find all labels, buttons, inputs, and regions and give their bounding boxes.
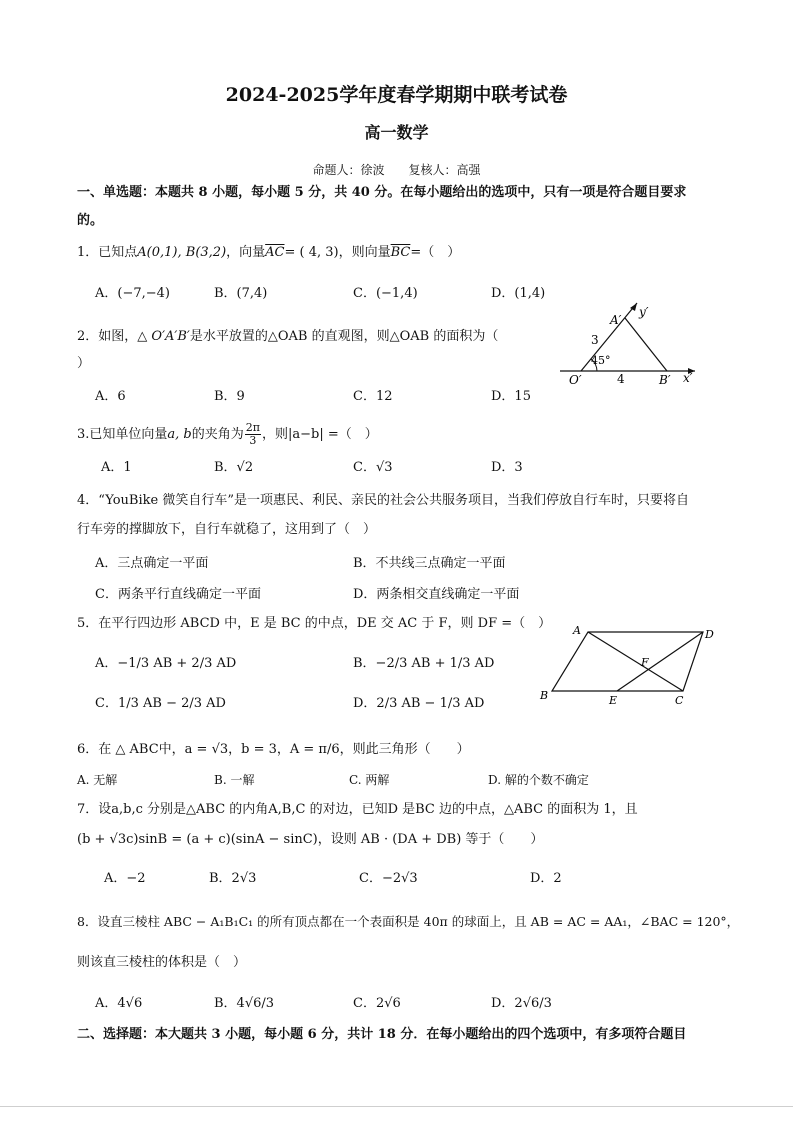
label-f: F (641, 656, 649, 669)
section1-heading-cont: 的。 (77, 213, 104, 228)
q3-text1: 已知单位向量 (89, 427, 168, 442)
q3-angle-num: 2π (245, 421, 261, 434)
authors: 命题人：徐波 复核人：高强 (312, 163, 481, 177)
question-5: 5．在平行四边形 ABCD 中，E 是 BC 的中点，DE 交 AC 于 F，则 DF =（ ） (77, 616, 552, 631)
label-3: 3 (591, 333, 599, 347)
q2-text2: 是水平放置的△OAB 的直观图，则△OAB 的面积为（ (189, 329, 499, 344)
question-8: 8．设直三棱柱 ABC − A₁B₁C₁ 的所有顶点都在一个表面积是 40π 的球面上，且 AB = AC = AA₁，∠BAC = 120°， (77, 914, 740, 929)
page-bottom-rule (0, 1106, 793, 1107)
q1-option-a[interactable]: A．(−7,−4) (95, 286, 170, 301)
q2-option-b[interactable]: B．9 (214, 389, 245, 404)
q3-text3: ，则|a−b| =（ ） (262, 427, 378, 442)
q2-number: 2． (77, 329, 99, 344)
q4-option-b[interactable]: B．不共线三点确定一平面 (353, 556, 506, 571)
question-3 (77, 422, 378, 447)
q3-number: 3. (77, 427, 90, 442)
label-b: B (540, 689, 549, 702)
label-a: A (573, 624, 581, 637)
q2-option-d[interactable]: D．15 (491, 389, 531, 404)
label-4: 4 (617, 372, 625, 386)
section2-heading: 二、选择题：本大题共 3 小题，每小题 6 分，共计 18 分．在每小题给出的四个选项中，有多项符合题目 (77, 1027, 687, 1042)
question-6: 6．在 △ ABC中，a = √3，b = 3，A = π/6，则此三角形（ ） (77, 742, 470, 757)
segment-de (617, 632, 703, 691)
page-subtitle: 高一数学 (364, 123, 429, 142)
label-b-prime: B′ (659, 373, 671, 387)
segment-ab (625, 318, 667, 371)
question-1 (77, 241, 460, 260)
parallelogram-abcd (552, 632, 703, 691)
q1-vector-bc: $\overline{BC}$ (390, 245, 411, 260)
q1-option-b[interactable]: B．(7,4) (214, 286, 268, 301)
q1-text4: =（ ） (410, 245, 461, 260)
q3-option-d[interactable]: D．3 (491, 460, 523, 475)
q3-option-a[interactable]: A．1 (101, 460, 132, 475)
q8-option-d[interactable]: D．2√6/3 (491, 996, 552, 1011)
q3-angle-fraction (245, 422, 261, 447)
label-a-prime: A′ (610, 313, 622, 327)
q3-text2: 的夹角为 (191, 427, 244, 442)
q1-number: 1． (77, 245, 99, 260)
q6-option-c[interactable]: C. 两解 (349, 773, 390, 787)
question-4-cont: 行车旁的撑脚放下，自行车就稳了，这用到了（ ） (77, 522, 377, 537)
q2-option-a[interactable]: A．6 (95, 389, 126, 404)
q5-option-c[interactable]: C．1/3 AB − 2/3 AD (95, 696, 226, 711)
label-e: E (609, 694, 618, 707)
label-o-prime: O′ (569, 373, 582, 387)
q4-option-a[interactable]: A．三点确定一平面 (95, 556, 209, 571)
q1-points: A(0,1), B(3,2) (137, 245, 227, 260)
q7-option-b[interactable]: B．2√3 (209, 871, 257, 886)
label-d: D (705, 628, 714, 641)
question-4: 4．“YouBike 微笑自行车”是一项惠民、利民、亲民的社会公共服务项目，当我们停放自行车时，只要将自 (77, 493, 689, 508)
label-c: C (675, 694, 684, 707)
diagonal-ac (588, 632, 683, 691)
q4-option-d[interactable]: D．两条相交直线确定一平面 (353, 587, 520, 602)
q5-option-d[interactable]: D．2/3 AB − 1/3 AD (353, 696, 485, 711)
q2-text1: 如图， (98, 329, 138, 344)
label-45deg: 45° (591, 354, 611, 367)
q6-option-a[interactable]: A. 无解 (77, 773, 118, 787)
q2-figure (555, 298, 705, 388)
q1-option-c[interactable]: C．(−1,4) (353, 286, 418, 301)
question-8-cont: 则该直三棱柱的体积是（ ） (77, 955, 247, 970)
q1-text2: ，向量 (226, 245, 266, 260)
q2-triangle: △ O′A′B′ (137, 329, 190, 344)
page-title: 2024-2025学年度春学期期中联考试卷 (225, 84, 568, 106)
q7-option-d[interactable]: D．2 (530, 871, 562, 886)
q1-vector-ac: $\overline{AC}$ (265, 245, 285, 260)
q5-option-a[interactable]: A．−1/3 AB + 2/3 AD (95, 656, 237, 671)
q6-option-d[interactable]: D. 解的个数不确定 (488, 773, 589, 787)
q7-option-c[interactable]: C．−2√3 (359, 871, 418, 886)
q8-option-b[interactable]: B．4√6/3 (214, 996, 275, 1011)
q3-angle-den: 3 (249, 434, 257, 447)
q3-option-c[interactable]: C．√3 (353, 460, 393, 475)
question-7: 7．设a,b,c 分别是△ABC 的内角A,B,C 的对边，已知D 是BC 边的中点，△ABC 的面积为 1，且 (77, 802, 638, 817)
q5-option-b[interactable]: B．−2/3 AB + 1/3 AD (353, 656, 495, 671)
q2-text3: ） (77, 356, 91, 371)
q6-option-b[interactable]: B. 一解 (214, 773, 255, 787)
q5-figure (535, 622, 725, 710)
q3-vectors: a, b (167, 427, 192, 442)
q1-option-d[interactable]: D．(1,4) (491, 286, 546, 301)
q3-option-b[interactable]: B．√2 (214, 460, 254, 475)
q8-option-a[interactable]: A．4√6 (95, 996, 143, 1011)
label-y-prime: y′ (639, 305, 649, 319)
q4-option-c[interactable]: C．两条平行直线确定一平面 (95, 587, 261, 602)
question-7-cont: (b + √3c)sinB = (a + c)(sinA − sinC)，设则 AB · (DA + DB) 等于（ ） (77, 832, 544, 847)
q1-eq: = ( 4, 3) (284, 245, 339, 260)
q2-option-c[interactable]: C．12 (353, 389, 393, 404)
q8-option-c[interactable]: C．2√6 (353, 996, 401, 1011)
q7-option-a[interactable]: A．−2 (104, 871, 146, 886)
q1-text3: ，则向量 (338, 245, 391, 260)
label-x-prime: x′ (683, 371, 693, 385)
section1-heading: 一、单选题：本题共 8 小题，每小题 5 分，共 40 分。在每小题给出的选项中，只有一项是符合题目要求 (77, 185, 687, 200)
question-2 (77, 325, 498, 344)
q1-text1: 已知点 (98, 245, 138, 260)
